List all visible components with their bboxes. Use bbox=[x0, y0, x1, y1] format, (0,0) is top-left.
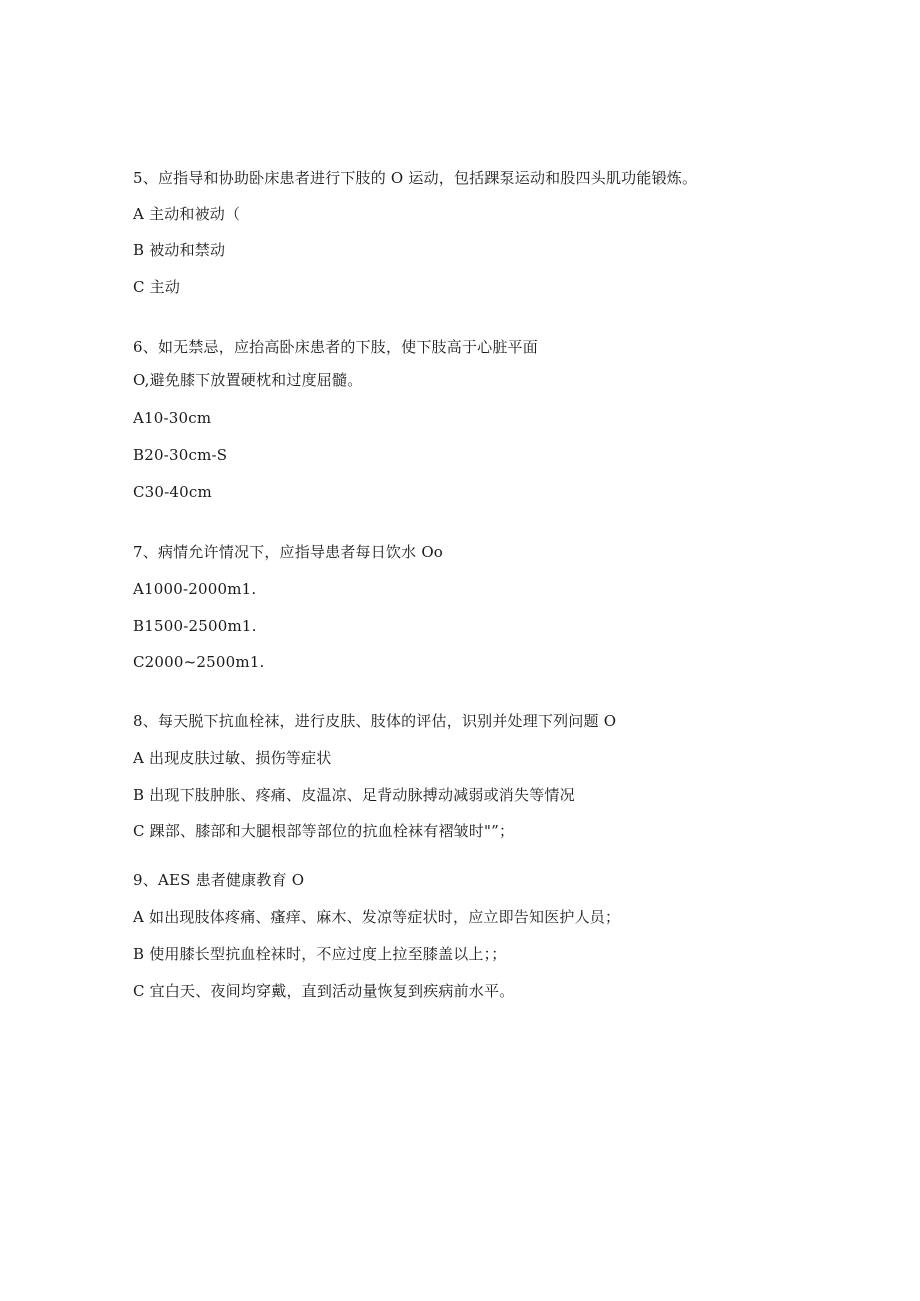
question-8-stem: 8、每天脱下抗血栓袜，进行皮肤、肢体的评估，识别并处理下列问题 O bbox=[133, 712, 617, 730]
question-9-option-c: C 宜白天、夜间均穿戴，直到活动量恢复到疾病前水平。 bbox=[133, 982, 515, 1000]
question-5-option-a: A 主动和被动（ bbox=[133, 205, 241, 223]
question-7-option-a: A1000-2000m1. bbox=[133, 580, 257, 598]
question-5-stem: 5、应指导和协助卧床患者进行下肢的 O 运动，包括踝泵运动和股四头肌功能锻炼。 bbox=[133, 169, 698, 187]
question-6-stem-line-2: O,避免膝下放置硬枕和过度屈髓。 bbox=[133, 371, 363, 389]
question-8-option-c: C 踝部、膝部和大腿根部等部位的抗血栓袜有褶皱时"”； bbox=[133, 822, 515, 840]
question-7-option-b: B1500-2500m1. bbox=[133, 617, 257, 635]
question-8-option-a: A 出现皮肤过敏、损伤等症状 bbox=[133, 749, 332, 767]
question-7-option-c: C2000~2500m1. bbox=[133, 653, 265, 671]
question-6-option-c: C30-40cm bbox=[133, 483, 212, 501]
question-9-option-a: A 如出现肢体疼痛、瘙痒、麻木、发凉等症状时，应立即告知医护人员； bbox=[133, 908, 621, 926]
question-5-option-c: C 主动 bbox=[133, 278, 181, 296]
question-7-stem: 7、病情允许情况下，应指导患者每日饮水 Oo bbox=[133, 543, 444, 561]
question-6-option-b: B20-30cm-S bbox=[133, 446, 228, 464]
question-6-option-a: A10-30cm bbox=[133, 409, 212, 427]
question-5-option-b: B 被动和禁动 bbox=[133, 241, 226, 259]
question-9-option-b: B 使用膝长型抗血栓袜时，不应过度上拉至膝盖以上；； bbox=[133, 945, 507, 963]
question-8-option-b: B 出现下肢肿胀、疼痛、皮温凉、足背动脉搏动减弱或消失等情况 bbox=[133, 786, 575, 804]
question-9-stem: 9、AES 患者健康教育 O bbox=[133, 871, 305, 889]
question-6-stem-line-1: 6、如无禁忌，应抬高卧床患者的下肢，使下肢高于心脏平面 bbox=[133, 338, 538, 356]
